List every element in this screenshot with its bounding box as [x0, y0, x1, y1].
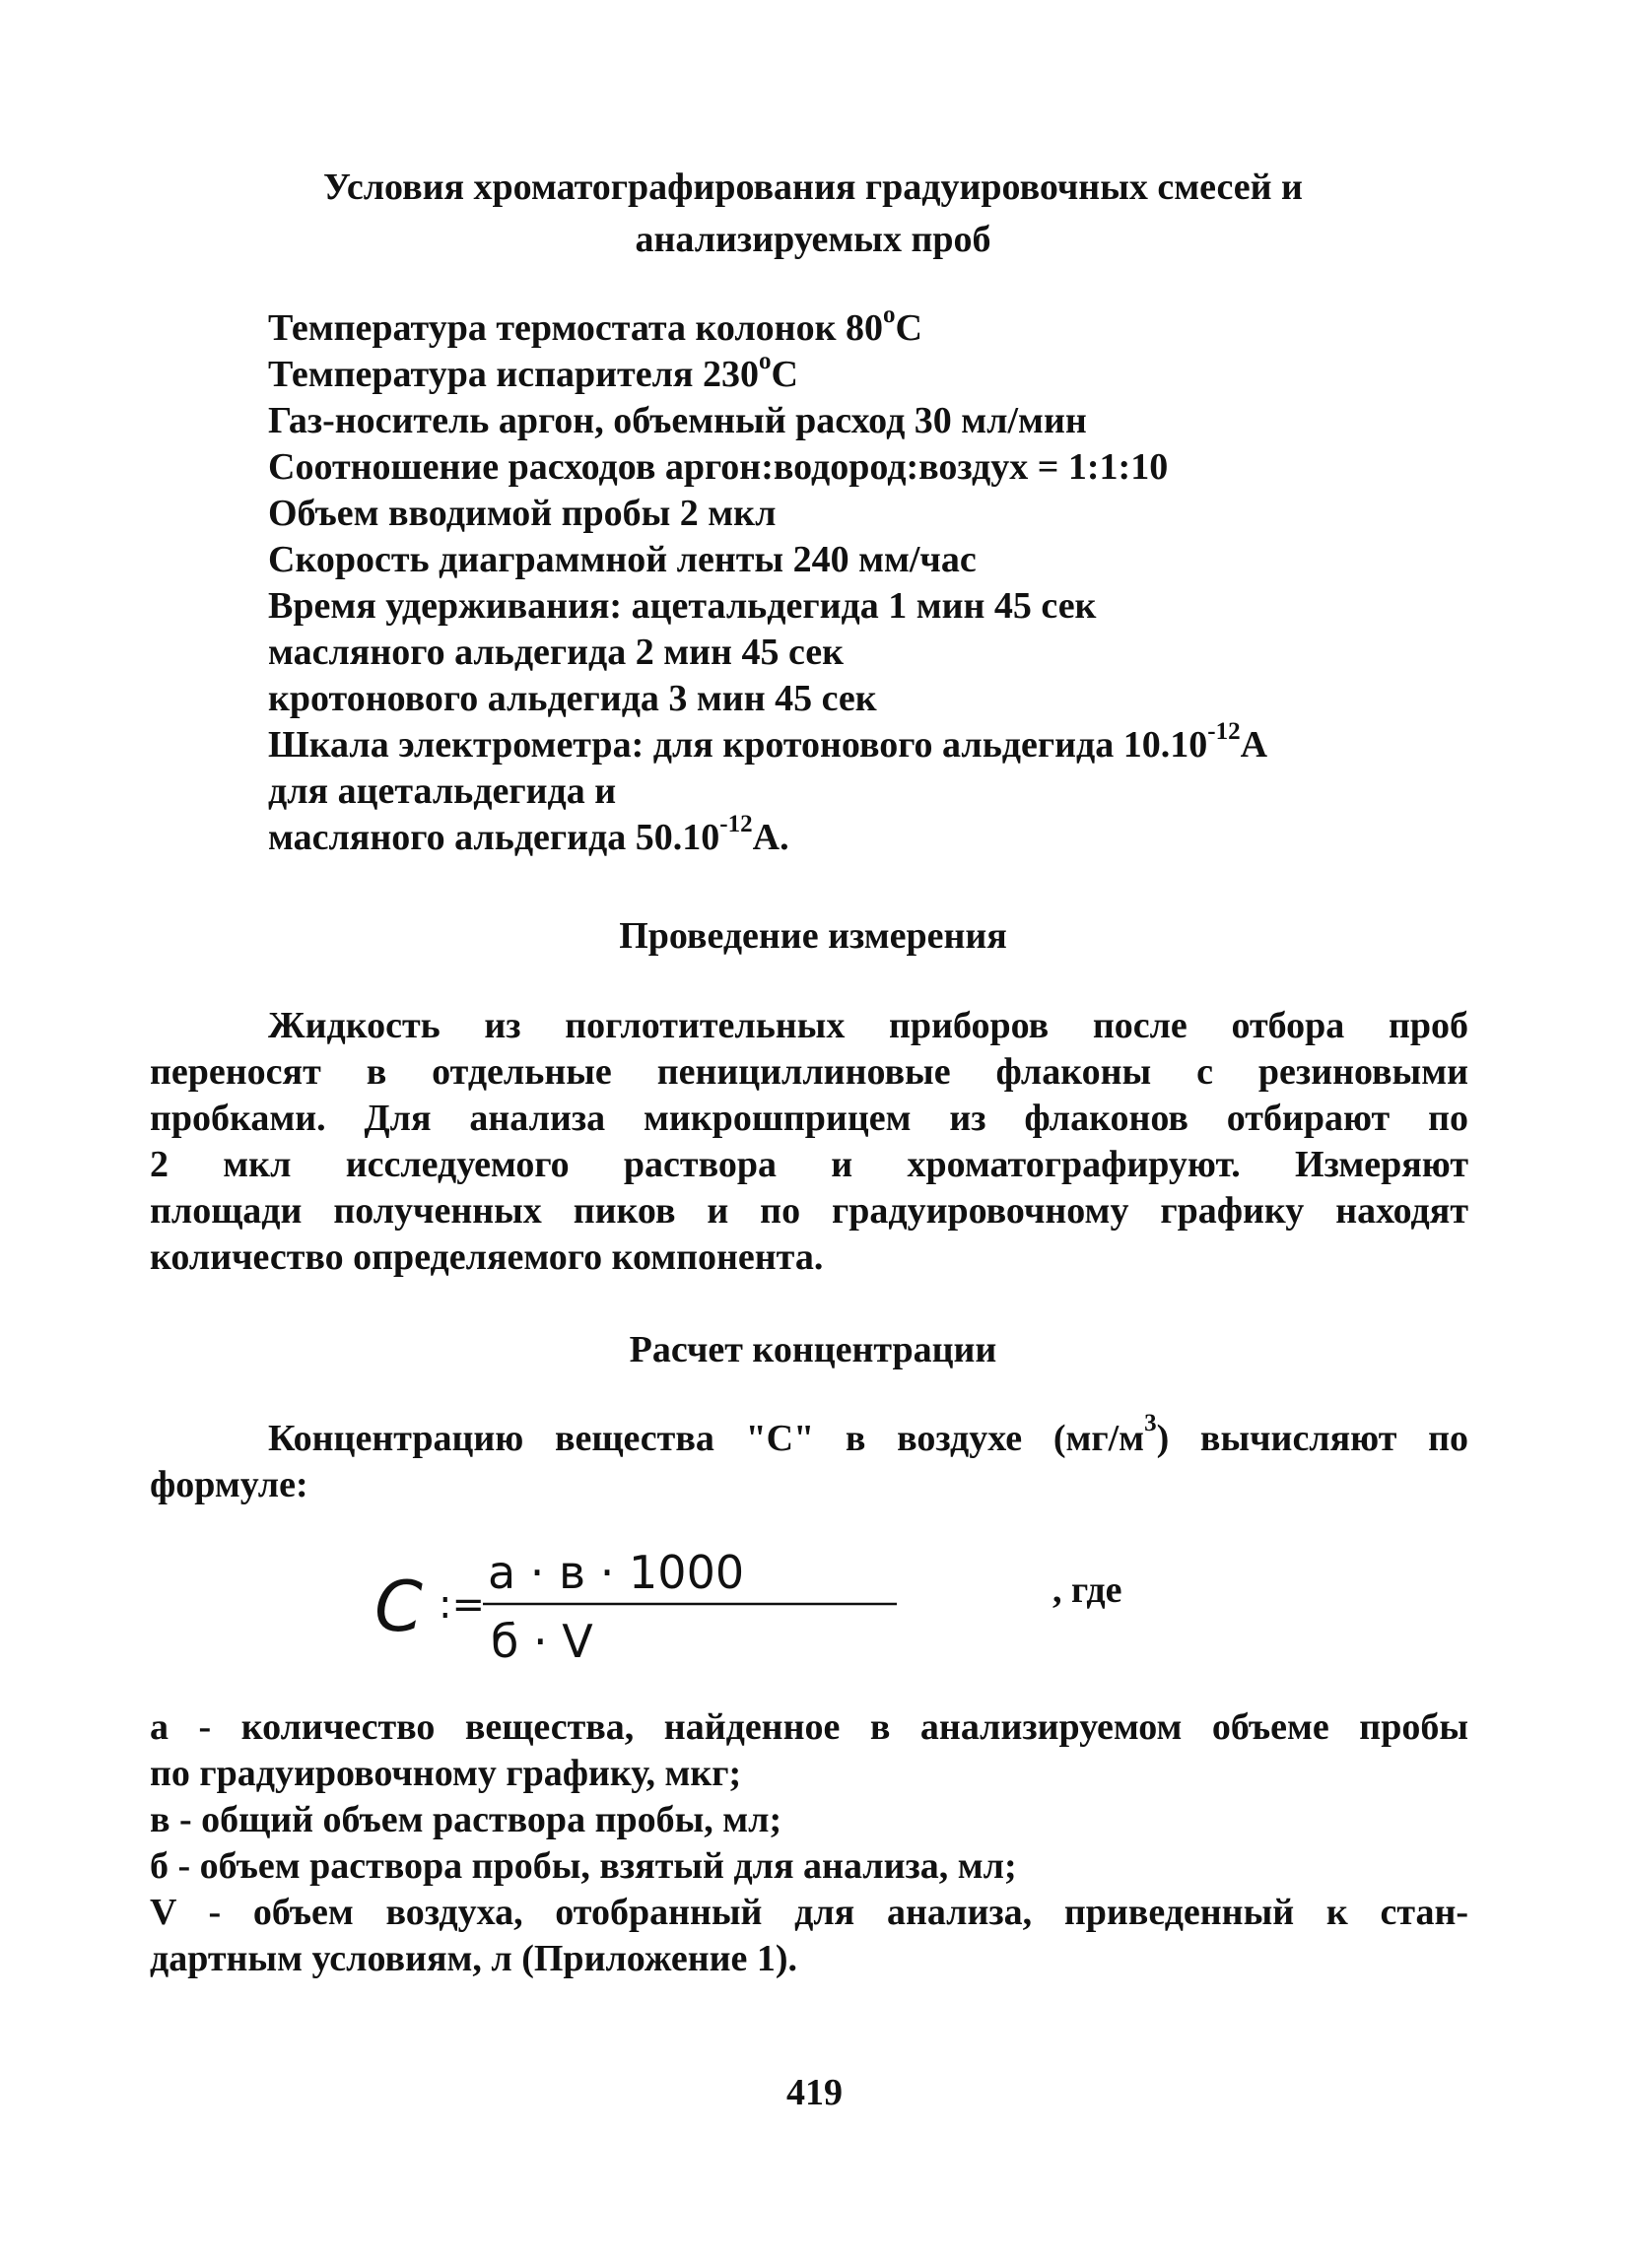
paragraph-line: Жидкость из поглотительных приборов после отбора проб [268, 1005, 1468, 1046]
formula-assign: := [439, 1582, 485, 1628]
definition-line: V - объем воздуха, отобранный для анализа, приведенный к стан- [150, 1892, 1468, 1933]
formula-denominator: б · V [491, 1615, 593, 1668]
variable-definitions [150, 1704, 1468, 1982]
condition-line: Шкала электрометра: для кротонового альдегида $10.10^{-12}А$ [268, 718, 1268, 766]
formula-numerator: a · в · 1000 [488, 1546, 745, 1599]
definition-line: а - количество вещества, найденное в анализируемом объеме пробы [150, 1706, 1468, 1748]
definition-line: дартным условиям, л (Приложение 1). [150, 1938, 798, 1979]
condition-line: Температура испарителя $230^оС$ [268, 348, 798, 395]
paragraph-line: Концентрацию вещества "С" в воздухе $(мг/м^3)$ вычисляют по [268, 1410, 1468, 1459]
condition-line: для ацетальдегида и [268, 770, 617, 812]
paragraph-line: формуле: [150, 1464, 308, 1505]
paragraph-line: 2 мкл исследуемого раствора и хроматографируют. Измеряют [150, 1144, 1468, 1185]
condition-line: кротонового альдегида 3 мин 45 сек [268, 678, 877, 719]
title-line-2: анализируемых проб [635, 219, 991, 260]
condition-line: масляного альдегида $50.10^{-12}А$. [268, 811, 789, 858]
measurement-paragraph [150, 1003, 1468, 1281]
condition-line: Скорость диаграммной ленты 240 мм/час [268, 539, 977, 580]
title-line-1: Условия хроматографирования градуировочных смесей и [323, 167, 1303, 208]
formula-where: , где [1052, 1569, 1122, 1611]
formula-graphic [355, 1537, 1045, 1675]
definition-line: б - объем раствора пробы, взятый для анализа, мл; [150, 1845, 1017, 1887]
condition-line: Объем вводимой пробы 2 мкл [268, 493, 777, 534]
condition-line: масляного альдегида 2 мин 45 сек [268, 632, 845, 673]
condition-line: Температура термостата колонок $80^оС$ [268, 301, 922, 349]
paragraph-line: площади полученных пиков и по градуировочному графику находят [150, 1190, 1468, 1232]
chromatography-conditions [268, 301, 1500, 861]
measurement-heading: Проведение измерения [619, 915, 1007, 957]
definition-line: по градуировочному графику, мкг; [150, 1753, 742, 1794]
concentration-formula [355, 1537, 1045, 1675]
page-number: 419 [786, 2072, 843, 2113]
paragraph-line: количество определяемого компонента. [150, 1236, 824, 1278]
definition-line: в - общий объем раствора пробы, мл; [150, 1799, 782, 1840]
calculation-heading: Расчет концентрации [629, 1329, 997, 1370]
paragraph-line: пробками. Для анализа микрошприцем из флаконов отбирают по [150, 1098, 1468, 1139]
condition-line: Соотношение расходов аргон:водород:воздух = 1:1:10 [268, 446, 1169, 488]
paragraph-line: переносят в отдельные пенициллиновые флаконы с резиновыми [150, 1051, 1468, 1093]
formula-lhs: C [374, 1567, 423, 1647]
condition-line: Газ-носитель аргон, объемный расход 30 мл/мин [268, 400, 1087, 441]
calculation-intro [150, 1410, 1468, 1508]
condition-line: Время удерживания: ацетальдегида 1 мин 45 сек [268, 585, 1097, 627]
